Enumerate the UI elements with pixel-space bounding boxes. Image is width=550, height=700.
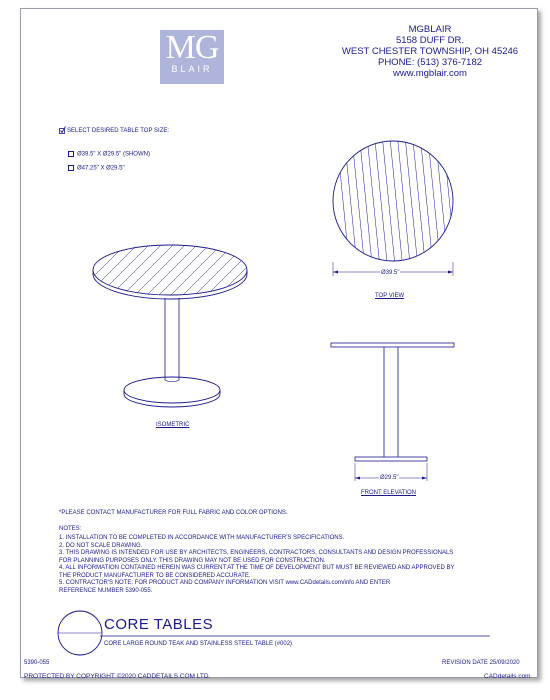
slat-line [154,240,214,300]
select-size-title: SELECT DESIRED TABLE TOP SIZE: [67,128,170,134]
contact-note: *PLEASE CONTACT MANUFACTURER FOR FULL FABRIC AND COLOR OPTIONS. [59,510,288,516]
logo-text-small: BLAIR [171,64,213,74]
logo-text-big: MG [165,29,219,66]
slat-line [142,240,202,300]
note-line: THE PRODUCT MANUFACTURER TO BE CONSIDERED ACCURATE. [59,572,251,579]
slat-line [274,240,334,300]
top-view-dimension: Ø39.5" [381,270,400,276]
company-address-2: WEST CHESTER TOWNSHIP, OH 45246 [341,46,519,57]
front-elevation-dimension: Ø29.5" [380,475,399,481]
company-website[interactable]: www.mgblair.com [393,68,467,79]
slat-line [130,240,190,300]
slat-line [190,240,250,300]
product-subtitle: CORE LARGE ROUND TEAK AND STAINLESS STEEL TABLE (#002) [104,641,293,647]
slat-line [374,130,388,272]
note-line: 3. THIS DRAWING IS INTENDED FOR USE BY ARCHITECTS, ENGINEERS, CONTRACTORS, CONSULTANTS AND DESIGN PROFESSIONALS [59,550,454,556]
copyright-footer: PROTECTED BY COPYRIGHT ©2020 CADDETAILS.COM LTD. [24,673,211,680]
slat-line [226,240,286,300]
revision-date: REVISION DATE 25/09/2020 [442,660,520,666]
slat-line [250,240,310,300]
note-line: 2. DO NOT SCALE DRAWING. [59,542,143,549]
note-line: FOR PLANNING PURPOSES ONLY. THIS DRAWING MAY NOT BE USED FOR CONSTRUCTION. [59,557,326,564]
note-line: REFERENCE NUMBER 5390-055. [59,587,153,594]
slat-line [359,130,373,272]
company-address-1: 5158 DUFF DR. [395,35,465,46]
front-elevation-label: FRONT ELEVATION [361,490,417,496]
caddetails-link[interactable]: CADdetails.com [484,673,531,680]
slat-line [450,130,464,272]
size-option-label: Ø39.5" X Ø29.5" (SHOWN) [77,151,150,158]
slat-line [389,130,403,272]
product-title: CORE TABLES [104,616,214,633]
top-view-label: TOP VIEW [375,293,405,299]
slat-line [344,130,358,272]
note-line: 5. CONTRACTOR'S NOTE: FOR PRODUCT AND COMPANY INFORMATION VISIT www.CADdetails.com/info AND ENTER [59,580,391,586]
note-line: 4. ALL INFORMATION CONTAINED HEREIN WAS CURRENT AT THE TIME OF DEVELOPMENT BUT MUST BE REVIEWED AND APPROVED BY [59,565,455,571]
slat-line [106,240,166,300]
slat-line [366,130,380,272]
slat-line [214,240,274,300]
slat-line [262,240,322,300]
reference-number: 5390-055 [24,660,50,666]
slat-line [166,240,226,300]
slat-line [351,130,365,272]
slat-line [442,130,456,272]
slat-line [427,130,441,272]
slat-line [412,130,426,272]
slat-line [178,240,238,300]
company-phone: PHONE: (513) 376-7182 [377,57,483,68]
slat-line [397,130,411,272]
slat-line [82,240,142,300]
slat-line [404,130,418,272]
slat-line [382,130,396,272]
slat-line [336,130,350,272]
size-option-label: Ø47.25" X Ø29.5" [77,165,125,172]
slat-line [94,240,154,300]
front-elevation-drawing [331,343,454,481]
company-name: MGBLAIR [408,24,452,35]
top-view-drawing [333,130,464,276]
isometric-drawing [70,240,334,407]
isometric-label: ISOMETRIC [156,422,190,428]
note-line: 1. INSTALLATION TO BE COMPLETED IN ACCORDANCE WITH MANUFACTURER'S SPECIFICATIONS. [59,535,345,541]
slat-line [70,240,130,300]
slat-line [435,130,449,272]
notes-heading: NOTES: [59,526,82,532]
